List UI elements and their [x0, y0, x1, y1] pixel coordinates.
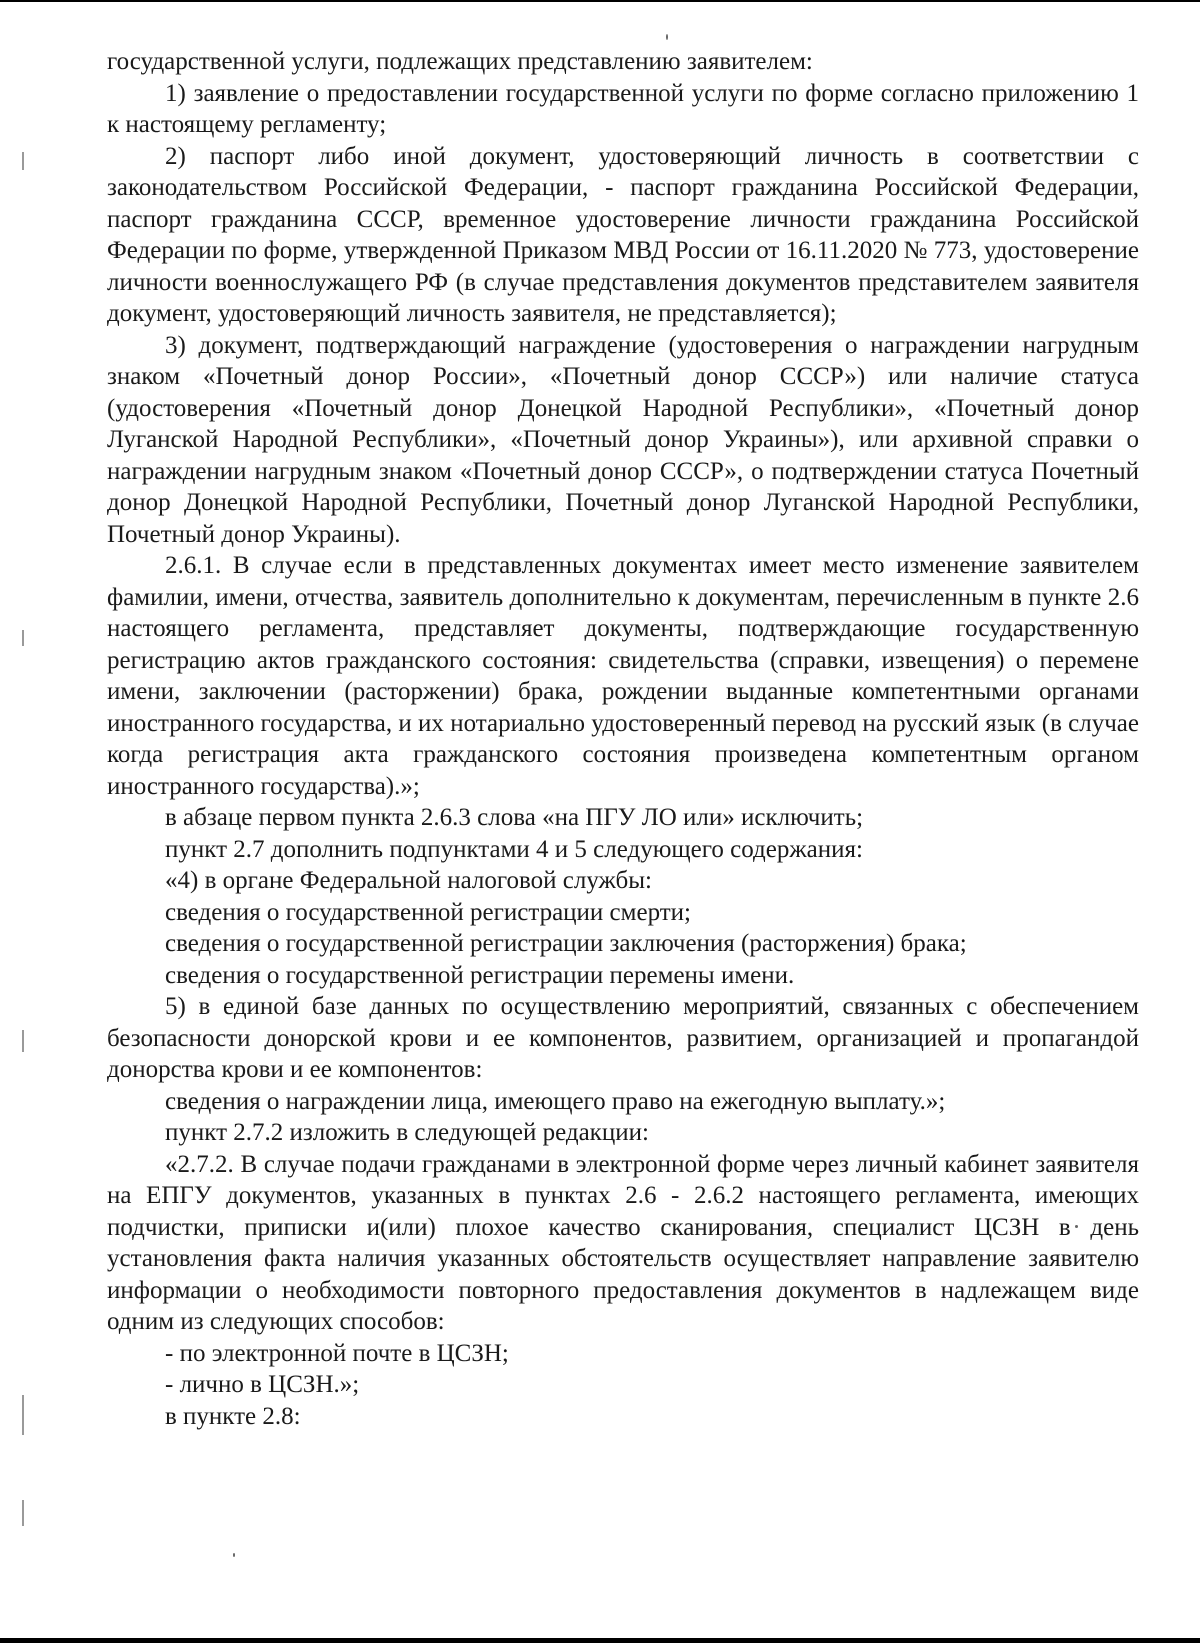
paragraph-intro: государственной услуги, подлежащих представлению заявителем:	[107, 48, 813, 75]
scan-border-bottom	[0, 1638, 1200, 1643]
scan-left-mark	[22, 1500, 24, 1526]
paragraph-item-1: 1) заявление о предоставлении государственной услуги по форме согласно приложению 1 к настоящему регламенту;	[107, 79, 1139, 138]
paragraph-name-change-registration: сведения о государственной регистрации перемены имени.	[165, 961, 795, 989]
scan-speck	[666, 34, 668, 40]
paragraph-2-6-1: 2.6.1. В случае если в представленных документах имеет место изменение заявителем фамилии, имени, отчества, заявитель дополнительно к документам, перечисленным в пункте 2.6 настоящего регламента, представляет документы, подтверждающие государственную регистрацию актов гражданского состояния: свидетельства (справки, извещения) о перемене имени, заключении (расторжении) брака, рождении выданные компетентными органами иностранного государства, и их нотариально удостоверенный перевод на русский язык (в случае когда регистрация акта гражданского состояния произведена компетентным органом иностранного государства).»;	[107, 552, 1139, 800]
paragraph-2-7-2-edit: пункт 2.7.2 изложить в следующей редакции:	[165, 1119, 649, 1146]
paragraph-email-option: - по электронной почте в ЦСЗН;	[165, 1339, 509, 1367]
scan-left-mark	[22, 630, 24, 646]
scan-left-mark	[22, 1030, 24, 1052]
paragraph-award-info: сведения о награждении лица, имеющего право на ежегодную выплату.»;	[165, 1087, 946, 1115]
scan-left-mark	[22, 1395, 24, 1435]
paragraph-2-7-2-text: «2.7.2. В случае подачи гражданами в электронной форме через личный кабинет заявителя на ЕПГУ документов, указанных в пунктах 2.6 - 2.6.2 настоящего регламента, имеющих подчистки, приписки и(или) плохое качество сканирования, специалист ЦСЗН в день установления факта наличия указанных обстоятельств осуществляет направление заявителю информации о необходимости повторного предоставления документов в надлежащем виде одним из следующих способов:	[107, 1150, 1139, 1335]
paragraph-2-7-edit: пункт 2.7 дополнить подпунктами 4 и 5 следующего содержания:	[165, 835, 863, 863]
paragraph-subitem-5: 5) в единой базе данных по осуществлению мероприятий, связанных с обеспечением безопасности донорской крови и ее компонентов, развитием, организацией и пропагандой донорства крови и ее компонентов:	[107, 993, 1139, 1083]
paragraph-2-6-3-edit: в абзаце первом пункта 2.6.3 слова «на ПГУ ЛО или» исключить;	[165, 804, 864, 831]
scan-speck	[233, 1553, 235, 1557]
paragraph-item-2: 2) паспорт либо иной документ, удостоверяющий личность в соответствии с законодательством Российской Федерации, - паспорт гражданина Российской Федерации, паспорт гражданина СССР, временное удостоверение личности гражданина Российской Федерации по форме, утвержденной Приказом МВД России от 16.11.2020 № 773, удостоверение личности военнослужащего РФ (в случае представления документов представителем заявителя документ, удостоверяющий личность заявителя, не представляется);	[107, 142, 1139, 327]
scan-left-mark	[22, 152, 24, 170]
paragraph-death-registration: сведения о государственной регистрации смерти;	[165, 898, 691, 926]
paragraph-subitem-4: «4) в органе Федеральной налоговой службы:	[165, 867, 652, 894]
paragraph-marriage-registration: сведения о государственной регистрации заключения (расторжения) брака;	[165, 930, 967, 957]
document-body	[107, 46, 1139, 1432]
paragraph-in-person-option: - лично в ЦСЗН.»;	[165, 1371, 360, 1398]
paragraph-item-3: 3) документ, подтверждающий награждение (удостоверения о награждении нагрудным знаком «Почетный донор России», «Почетный донор СССР») или наличие статуса (удостоверения «Почетный донор Донецкой Народной Республики», «Почетный донор Луганской Народной Республики», «Почетный донор Украины»), или архивной справки о награждении нагрудным знаком «Почетный донор СССР», о подтверждении статуса Почетный донор Донецкой Народной Республики, Почетный донор Луганской Народной Республики, Почетный донор Украины).	[107, 331, 1139, 548]
paragraph-2-8: в пункте 2.8:	[165, 1402, 301, 1430]
scan-border-top	[0, 0, 1200, 2]
